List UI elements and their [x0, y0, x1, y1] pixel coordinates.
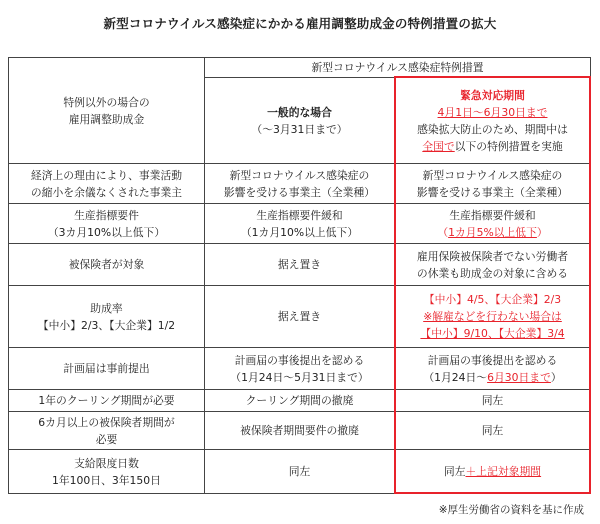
- r1-general: [205, 164, 395, 204]
- r8-emergency: [395, 450, 591, 494]
- r4-emergency-line3: 【中小】9/10、【大企業】3/4: [420, 327, 565, 340]
- r1-general-line1: 新型コロナウイルス感染症の: [229, 168, 370, 182]
- r7-emergency: 同左: [395, 412, 591, 450]
- r6-emergency: 同左: [395, 390, 591, 412]
- header-special-group: 新型コロナウイルス感染症特例措置: [205, 58, 591, 78]
- header-emergency-desc1: 感染拡大防止のため、期間中は: [417, 122, 568, 136]
- table-row: [9, 244, 591, 286]
- r3-emergency-line2: の休業も助成金の対象に含める: [416, 266, 569, 280]
- table-row: [9, 286, 591, 348]
- header-general-cell: [205, 78, 395, 164]
- measures-table: [8, 57, 591, 494]
- r2-general: [205, 204, 395, 244]
- r2-other: [9, 204, 205, 244]
- r2-emergency-highlight: 1カ月5%以上低下: [448, 225, 537, 239]
- r5-suffix: ）: [550, 370, 562, 384]
- r5-emergency-line2: [397, 369, 588, 386]
- r8-other-line2: 1年100日、3年150日: [52, 473, 161, 487]
- table-row: [9, 390, 591, 412]
- source-note: ※厚生労働省の資料を基に作成: [438, 504, 584, 516]
- r3-emergency: [395, 244, 591, 286]
- r1-other-line2: の縮小を余儀なくされた事業主: [30, 185, 183, 199]
- r7-other-line1: 6カ月以上の被保険者期間が: [38, 415, 175, 429]
- r7-other: [9, 412, 205, 450]
- table-row: [9, 412, 591, 450]
- r4-other-line2: 【中小】2/3、【大企業】1/2: [37, 318, 176, 332]
- r4-emergency-line2: ※解雇などを行わない場合は: [423, 310, 562, 323]
- r8-other: [9, 450, 205, 494]
- r1-emergency-line1: 新型コロナウイルス感染症の: [422, 168, 563, 182]
- r5-general-line1: 計画届の事後提出を認める: [234, 353, 365, 367]
- r6-general: クーリング期間の撤廃: [205, 390, 395, 412]
- r1-other: [9, 164, 205, 204]
- r5-emergency: [395, 348, 591, 390]
- highlight-nationwide: 全国で: [422, 139, 455, 153]
- r3-emergency-line1: 雇用保険被保険者でない労働者: [416, 249, 569, 263]
- r5-emergency-highlight: 6月30日まで: [487, 370, 551, 384]
- r2-emergency-line1: 生産指標要件緩和: [449, 208, 536, 222]
- header-emergency-cell: [395, 78, 591, 164]
- header-other-cell: [9, 58, 205, 164]
- r2-general-line1: 生産指標要件緩和: [256, 208, 343, 222]
- r4-emergency-line1: 【中小】4/5、【大企業】2/3: [423, 293, 562, 306]
- table-row: [9, 348, 591, 390]
- r2-general-line2: （1カ月10%以上低下）: [240, 225, 359, 239]
- r5-other: 計画届は事前提出: [9, 348, 205, 390]
- table-row: [9, 450, 591, 494]
- header-emergency-dates: 4月1日～6月30日まで: [437, 105, 548, 119]
- r1-general-line2: 影響を受ける事業主（全業種）: [223, 185, 376, 199]
- r2-other-line2: （3カ月10%以上低下）: [47, 225, 166, 239]
- r4-other-line1: 助成率: [90, 301, 123, 315]
- header-emergency-title: 緊急対応期間: [460, 88, 525, 102]
- header-emergency-desc2: [397, 138, 588, 155]
- r5-general: [205, 348, 395, 390]
- r7-other-line2: 必要: [95, 432, 118, 446]
- header-other-line1: 特例以外の場合の: [63, 95, 150, 109]
- r4-emergency: [395, 286, 591, 348]
- r1-other-line1: 経済上の理由により、事業活動: [30, 168, 183, 182]
- paren-open: （: [437, 225, 449, 239]
- r7-general: 被保険者期間要件の撤廃: [205, 412, 395, 450]
- r6-other: 1年のクーリング期間が必要: [9, 390, 205, 412]
- desc2-rest: 以下の特例措置を実施: [454, 139, 563, 153]
- header-other-line2: 雇用調整助成金: [68, 112, 145, 126]
- header-general-title: 一般的な場合: [267, 105, 332, 119]
- r1-emergency: [395, 164, 591, 204]
- r8-same: 同左: [443, 465, 466, 478]
- r5-prefix: （1月24日～: [423, 370, 488, 384]
- table-row: [9, 164, 591, 204]
- r5-emergency-line1: 計画届の事後提出を認める: [427, 353, 558, 367]
- r3-other: 被保険者が対象: [9, 244, 205, 286]
- r1-emergency-line2: 影響を受ける事業主（全業種）: [416, 185, 569, 199]
- r8-general: 同左: [205, 450, 395, 494]
- r3-general: 据え置き: [205, 244, 395, 286]
- header-general-period: （～3月31日まで）: [251, 122, 348, 136]
- r2-emergency-line2: [397, 224, 588, 241]
- r8-other-line1: 支給限度日数: [74, 456, 139, 470]
- table-row: [9, 204, 591, 244]
- r5-general-line2: （1月24日～5月31日まで）: [230, 370, 369, 384]
- r8-emergency-highlight: ＋上記対象期間: [465, 465, 542, 478]
- paren-close: ）: [536, 225, 548, 239]
- r4-other: [9, 286, 205, 348]
- r2-other-line1: 生産指標要件: [74, 208, 139, 222]
- r2-emergency: [395, 204, 591, 244]
- r4-general: 据え置き: [205, 286, 395, 348]
- table-row: [9, 58, 591, 78]
- page-title: 新型コロナウイルス感染症にかかる雇用調整助成金の特例措置の拡大: [103, 16, 497, 31]
